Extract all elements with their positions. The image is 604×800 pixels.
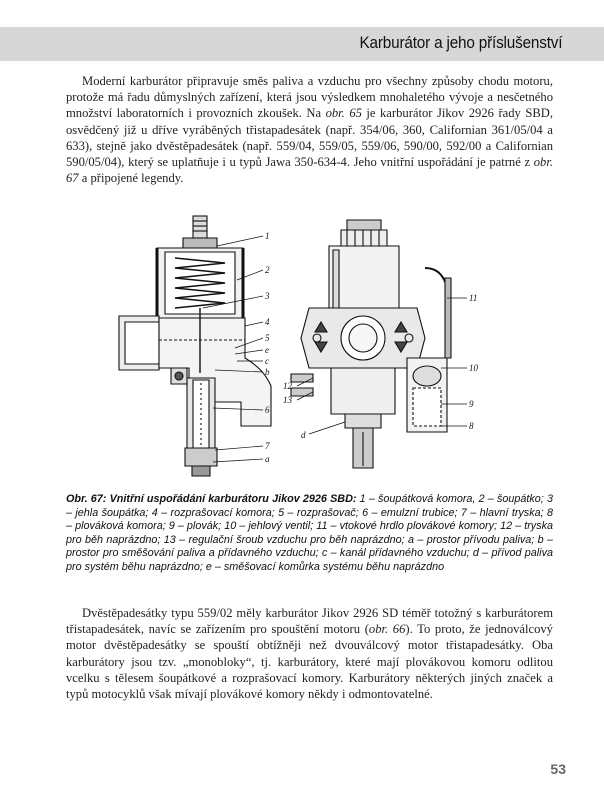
paragraph-text: je karburátor Jikov 2926 řady SBD, osvědčený již u dříve vyráběných třistapadesátek (např. 354/06, 360, Californian 361/05/04 a 633), stejně jako dvěstěpadesátek (např. 559/04, 559/05, 559/06, 590/00, 592/00 a Californian 590/05/04), který se uplatňuje i u typů Jawa 350-634-4. Jeho vnitřní uspořádání je patrné z — [66, 106, 553, 170]
paragraph-text: a připojené legendy. — [78, 171, 184, 186]
caption-legend: 1 – šoupátková komora, 2 – šoupátko; 3 – jehla šoupátka; 4 – rozprašovací komora; 5 – rozprašovač; 6 – emulzní trubice; 7 – hlavní tryska; 8 – plováková komora; 9 – plovák; 10 – jehlový ventil; 11 – vtokové hrdlo plovákové komory; 12 – tryska pro běh naprázdno; 13 – regulační šroub vzduchu pro běh naprázdno; a – prostor přívodu paliva; b – prostor pro směšování paliva a přídavného vzduchu; c – kanál přídavného vzduchu; d – přívod paliva pro systém běhu naprázdno; e – směšovací komůrka systému běhu naprázdno — [66, 493, 553, 573]
callout-4: 4 — [265, 317, 270, 327]
right-external-view — [291, 220, 451, 468]
callout-e: e — [265, 345, 269, 355]
paragraph-text: Moderní karburátor připravuje směs paliva a vzduchu pro všechny způsoby chodu motoru, protože má řadu důmyslných zařízení, která jsou výsledkem mnohaletého vývoje a nesčetného množství laboratorních i provozních zkoušek. Na — [66, 74, 553, 121]
paragraph-monoblock — [66, 605, 553, 702]
left-section-view — [119, 216, 271, 476]
paragraph-intro — [66, 73, 553, 186]
callout-8: 8 — [469, 421, 474, 431]
callout-1: 1 — [265, 231, 270, 241]
carburetor-cross-section-illustration — [95, 208, 515, 486]
caption-label: Obr. 67: Vnitřní uspořádání karburátoru Jikov 2926 SBD: — [66, 493, 357, 505]
paragraph-text: ). To proto, že jednoválcový motor dvěstěpadesátky se spouští obtížněji než dvouválcový motor třistapadesátky. Oba karburátory jsou tzv. „monobloky“, tj. karburátory, které mají plovákovou komoru odlitou vcelku s tělesem šoupátkové a rozprašovací komory. Karburátory některých jiných značek a typů motocyklů však mívají plovákové komory někdy i odmontovatelné. — [66, 622, 553, 702]
figure-caption — [66, 493, 553, 575]
callout-c: c — [265, 356, 269, 366]
callout-5: 5 — [265, 333, 270, 343]
header-band — [0, 27, 604, 61]
page-title: Karburátor a jeho příslušenství — [359, 33, 562, 52]
paragraph-text: Dvěstěpadesátky typu 559/02 měly karburátor Jikov 2926 SD téměř totožný s karburátorem třistapadesátek, navíc se zařízením pro spouštění motoru ( — [66, 606, 553, 637]
figure-reference: obr. 66 — [368, 622, 406, 637]
callout-10: 10 — [469, 363, 478, 373]
carburetor-drawing — [95, 208, 515, 486]
callout-13: 13 — [283, 395, 292, 405]
callout-7: 7 — [265, 441, 270, 451]
callout-12: 12 — [283, 381, 292, 391]
callout-6: 6 — [265, 405, 270, 415]
figure-reference: obr. 65 — [325, 106, 362, 121]
callout-b: b — [265, 367, 270, 377]
page-number: 53 — [550, 761, 566, 777]
callout-d: d — [301, 430, 306, 440]
callout-3: 3 — [265, 291, 270, 301]
callout-11: 11 — [469, 293, 478, 303]
callout-9: 9 — [469, 399, 474, 409]
figure-reference: obr. 67 — [66, 155, 553, 186]
callout-a: a — [265, 454, 270, 464]
callout-2: 2 — [265, 265, 270, 275]
